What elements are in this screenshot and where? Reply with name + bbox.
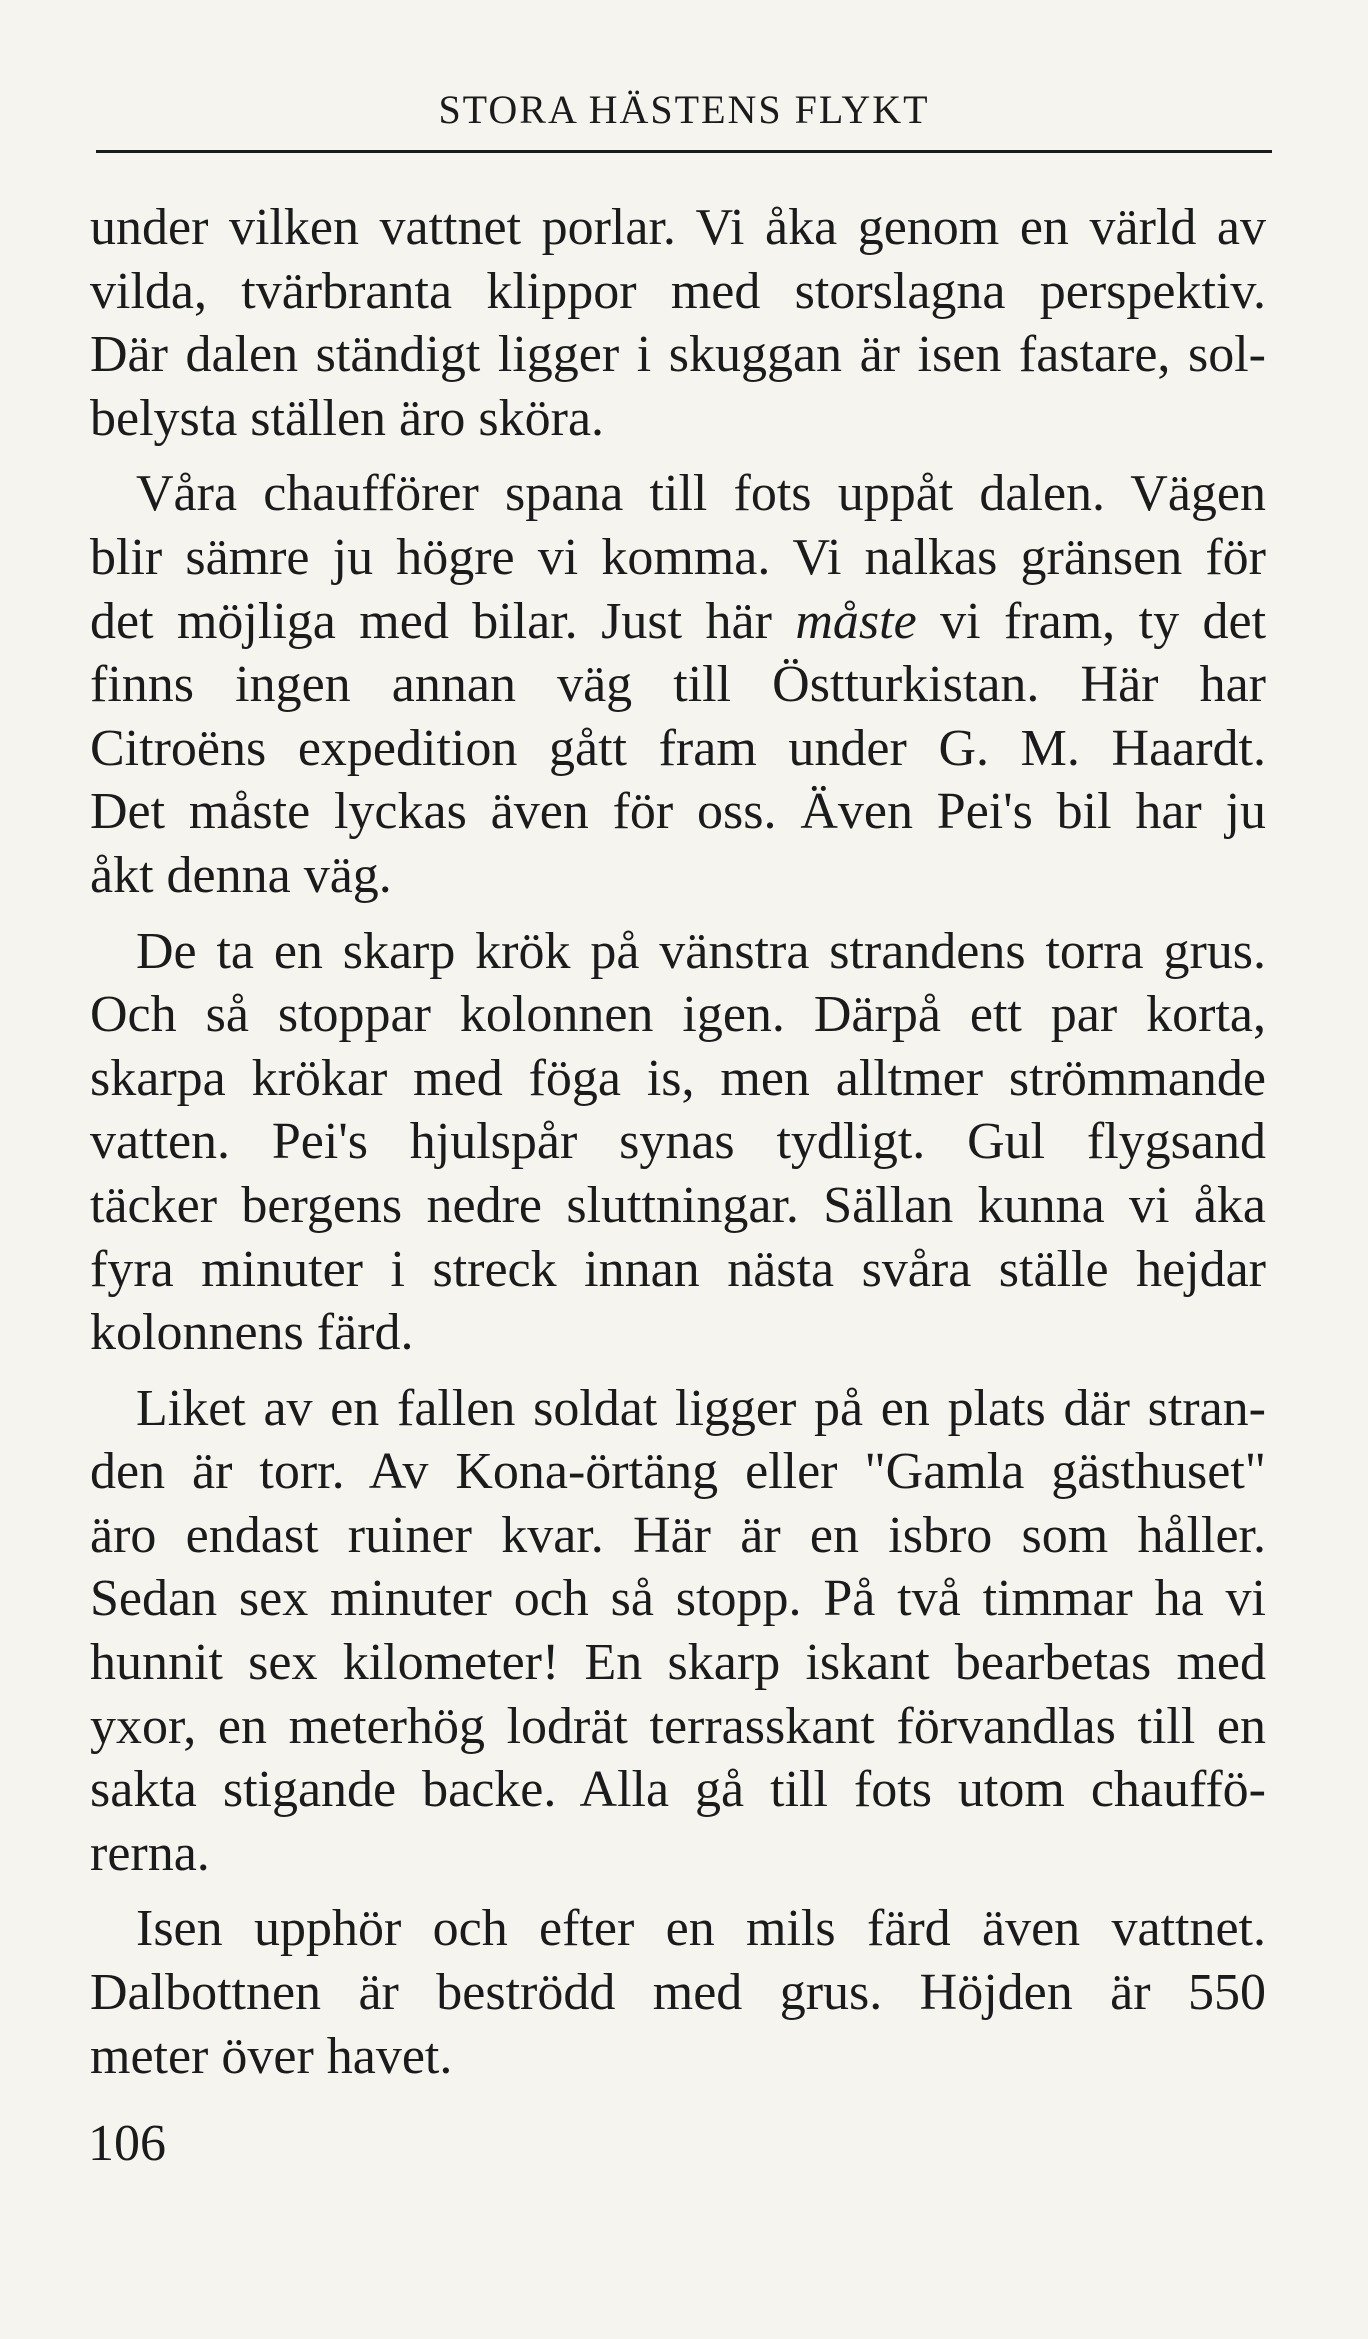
text-line: yxor, en meterhög lodrät terrasskant förvandlas till en — [90, 1697, 1266, 1755]
text-line: hunnit sex kilometer! En skarp iskant bearbetas med — [90, 1634, 1266, 1692]
paragraph-3 — [90, 920, 1266, 1365]
running-head-title: STORA HÄSTENS FLYKT — [438, 87, 930, 132]
paragraph-4 — [90, 1377, 1266, 1886]
text-line: blir sämre ju högre vi komma. Vi nalkas gränsen för — [90, 528, 1266, 586]
text-line: Citroëns expedition gått fram under G. M. Haardt. — [90, 719, 1266, 777]
text-line: under vilken vattnet porlar. Vi åka genom en värld av — [90, 199, 1266, 256]
text-line: De ta en skarp krök på vänstra strandens torra grus. — [136, 922, 1266, 980]
text-line: Sedan sex minuter och så stopp. På två timmar ha vi — [90, 1570, 1266, 1628]
text-line: Liket av en fallen soldat ligger på en plats där stran- — [136, 1379, 1266, 1437]
text-line: Dalbottnen är beströdd med grus. Höjden är 550 — [90, 1964, 1266, 2022]
text-line: äro endast ruiner kvar. Här är en isbro som håller. — [90, 1506, 1266, 1564]
text-line: vatten. Pei's hjulspår synas tydligt. Gul flygsand — [90, 1113, 1266, 1171]
text-line: åkt denna väg. — [90, 846, 392, 904]
text-line: belysta ställen äro sköra. — [90, 389, 605, 447]
paragraph-5 — [90, 1897, 1266, 2088]
text-line: kolonnens färd. — [90, 1304, 414, 1362]
text-line: den är torr. Av Kona-örtäng eller "Gamla gästhuset" — [90, 1443, 1266, 1501]
text-line: Där dalen ständigt ligger i skuggan är isen fastare, sol- — [90, 326, 1266, 384]
emphasized-word: måste — [795, 592, 917, 650]
text-line: meter över havet. — [90, 2027, 453, 2085]
text-line: Det måste lyckas även för oss. Även Pei's bil har ju — [90, 783, 1266, 841]
text-line: rerna. — [90, 1824, 210, 1882]
paragraph-1 — [90, 196, 1266, 450]
text-line: Våra chaufförer spana till fots uppåt dalen. Vägen — [136, 465, 1266, 523]
text-line: vilda, tvärbranta klippor med storslagna perspektiv. — [90, 262, 1266, 320]
text-line: Isen upphör och efter en mils färd även vattnet. — [136, 1900, 1266, 1958]
text-line: finns ingen annan väg till Östturkistan. Här har — [90, 656, 1266, 714]
header-rule — [96, 150, 1272, 153]
page-number: 106 — [88, 2115, 166, 2172]
text-line: täcker bergens nedre sluttningar. Sällan kunna vi åka — [90, 1176, 1266, 1234]
text-line: Och så stoppar kolonnen igen. Därpå ett par korta, — [90, 986, 1266, 1044]
text-line-start: det möjliga med bilar. Just här — [90, 592, 796, 650]
text-line-end: vi fram, ty det — [916, 592, 1267, 650]
text-line: fyra minuter i streck innan nästa svåra ställe hejdar — [90, 1240, 1266, 1298]
paragraph-2 — [90, 462, 1266, 907]
text-line-with-emphasis — [90, 590, 1266, 654]
text-line: sakta stigande backe. Alla gå till fots utom chauffö- — [90, 1761, 1266, 1819]
body-text — [90, 196, 1266, 2088]
text-line: skarpa krökar med föga is, men alltmer strömmande — [90, 1049, 1266, 1107]
